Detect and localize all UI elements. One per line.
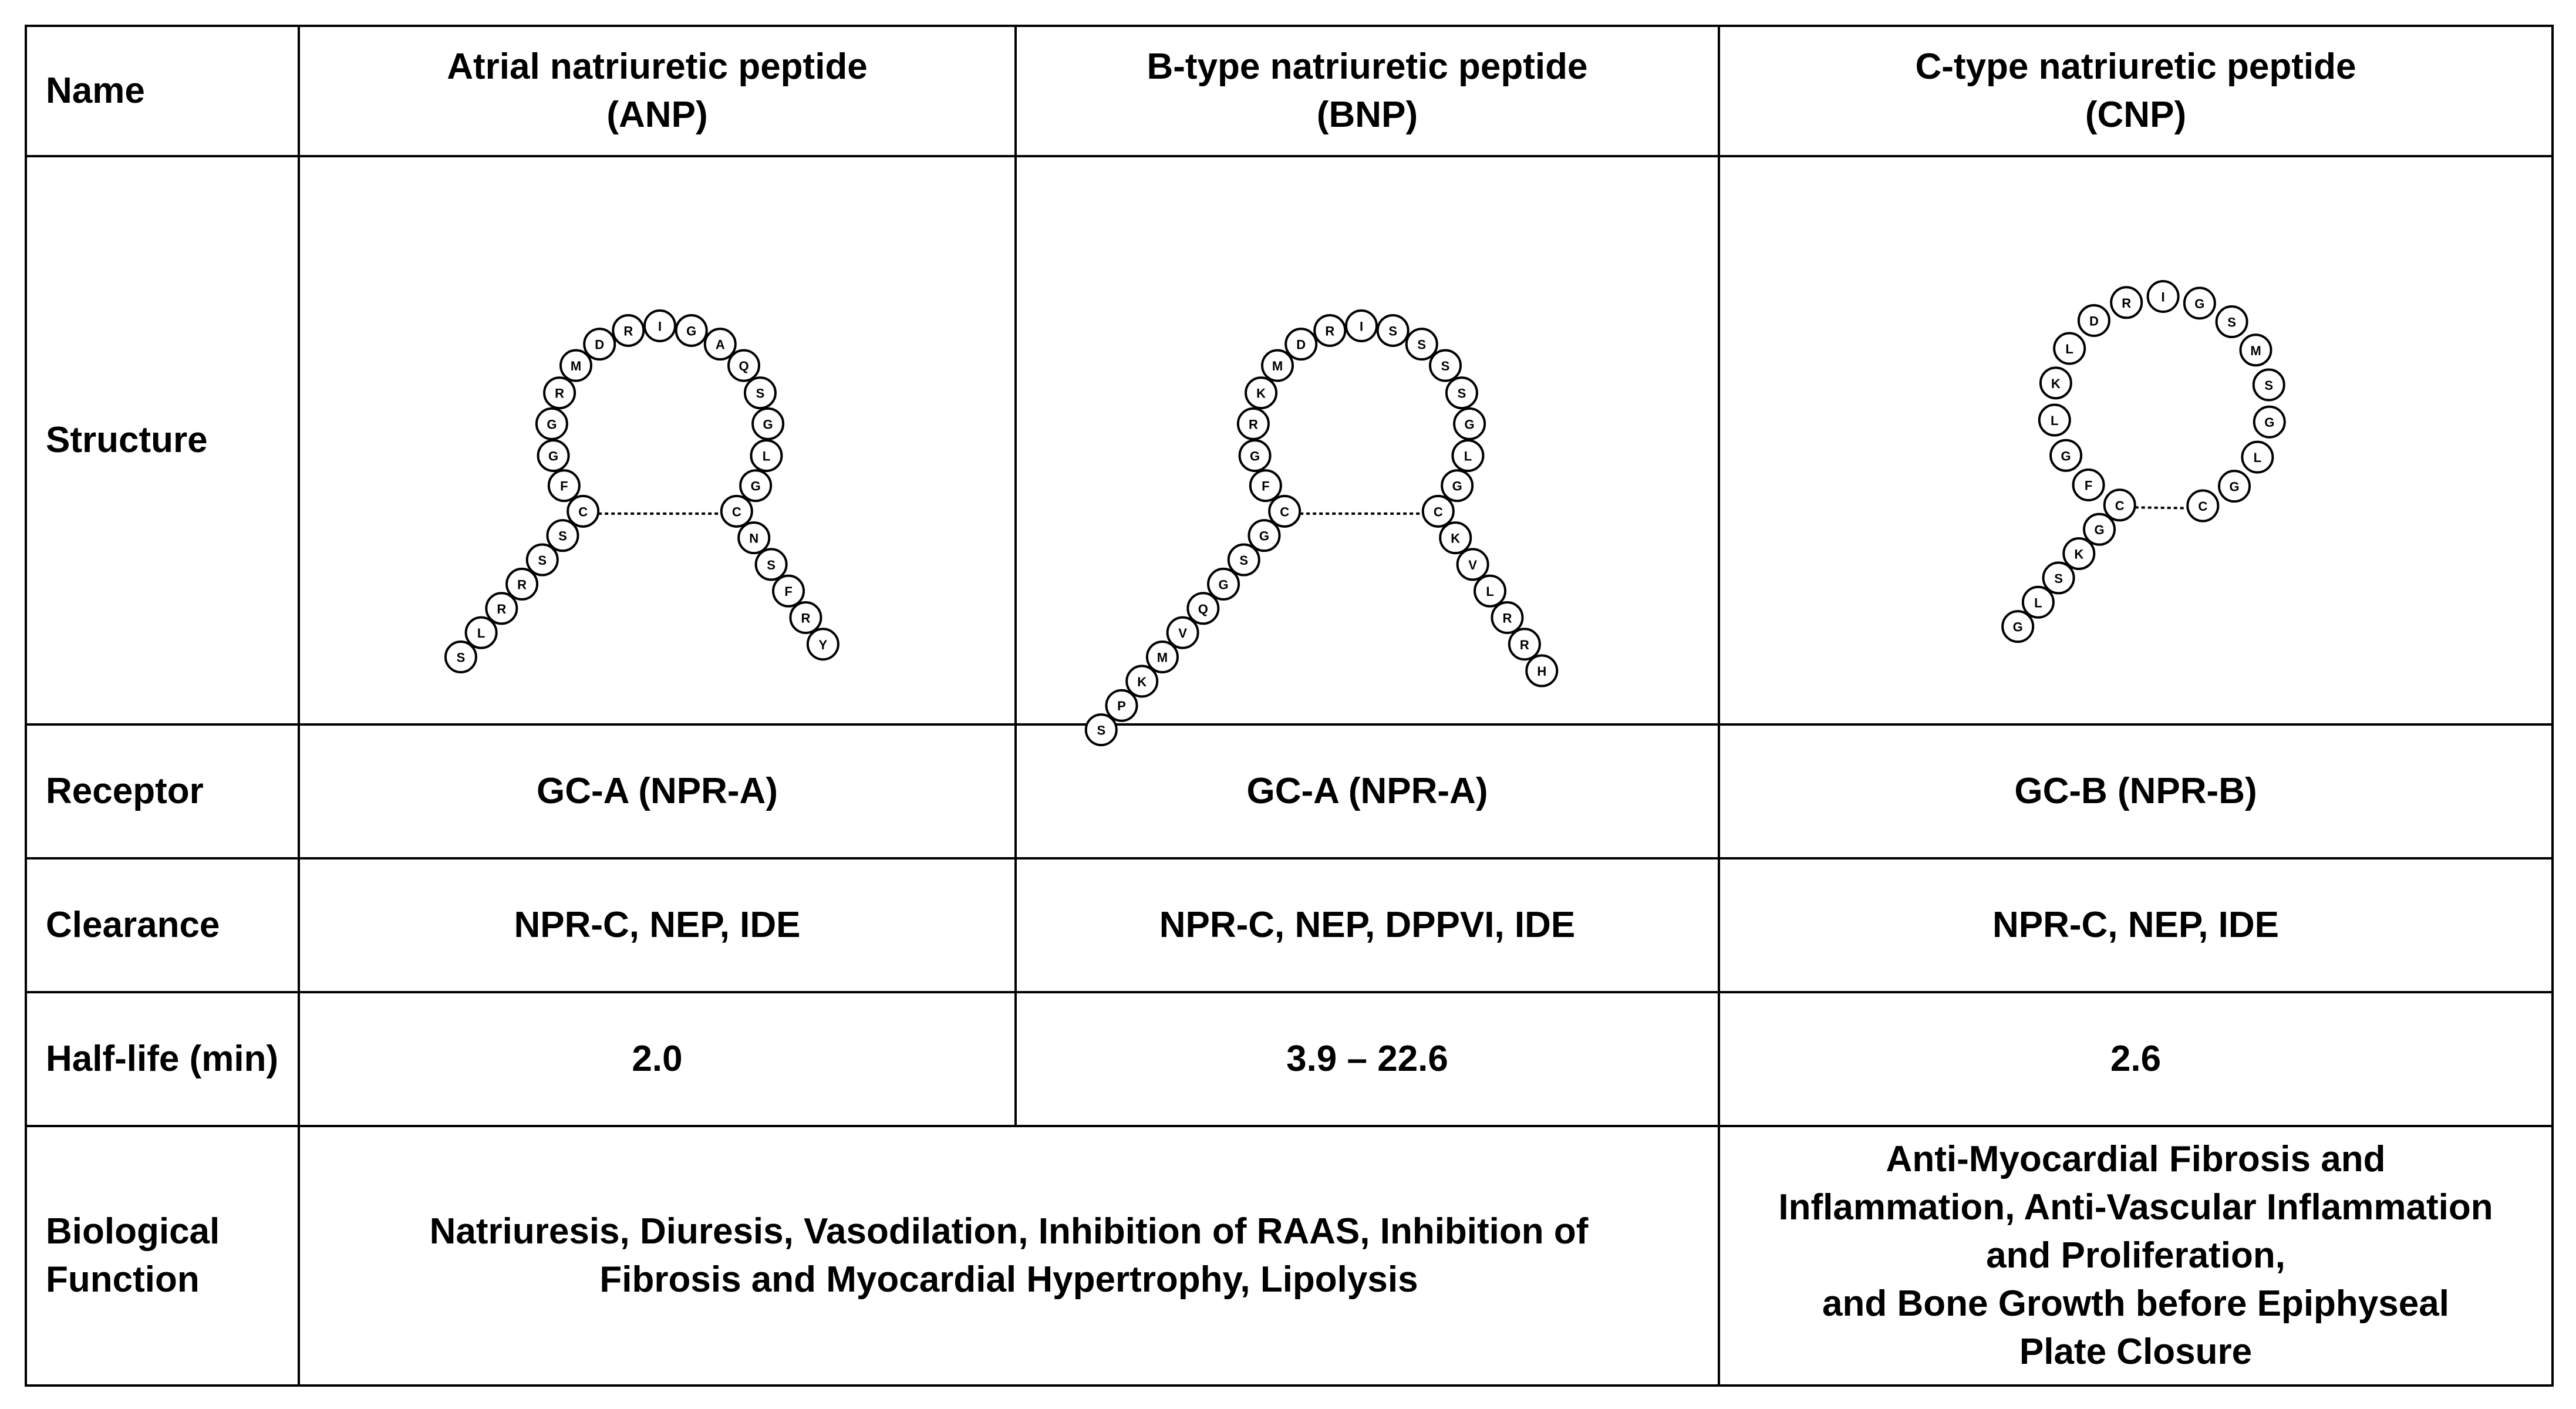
svg-text:R: R: [1248, 417, 1258, 432]
svg-text:G: G: [1259, 528, 1270, 544]
svg-text:D: D: [1296, 337, 1306, 352]
row-header-function-line-2: Function: [46, 1259, 200, 1300]
anp-loop-residue: [729, 350, 759, 381]
half-life-row: [26, 992, 2553, 1126]
svg-text:D: D: [594, 337, 604, 352]
anp-loop-residue: [676, 315, 706, 346]
svg-text:K: K: [1137, 674, 1147, 689]
bnp-loop-residue: [1452, 440, 1483, 471]
bnp-tail-residue: [1107, 690, 1137, 721]
cnp-tail-residue: [2023, 587, 2054, 618]
bnp-tail-residue: [1127, 666, 1157, 696]
anp-loop-residue: [751, 440, 781, 471]
svg-text:G: G: [2264, 415, 2275, 430]
cnp-clearance: NPR-C, NEP, IDE: [1719, 858, 2553, 992]
anp-loop-residue: [544, 377, 575, 408]
svg-text:R: R: [801, 611, 810, 626]
cnp-loop-residue: [2254, 407, 2285, 437]
svg-text:G: G: [1452, 478, 1462, 494]
row-header-half-life: Half-life (min): [26, 992, 299, 1126]
svg-text:V: V: [1178, 626, 1187, 641]
svg-text:D: D: [2089, 314, 2099, 329]
svg-text:G: G: [763, 417, 773, 432]
svg-text:M: M: [2250, 343, 2261, 358]
svg-text:R: R: [1325, 323, 1335, 339]
anp-bnp-function-line-1: Natriuresis, Diuresis, Vasodilation, Inhibition of RAAS, Inhibition of: [429, 1211, 1589, 1252]
svg-text:S: S: [1441, 359, 1450, 374]
anp-tail-residue: [547, 520, 578, 551]
anp-exit-residue: [790, 602, 821, 633]
cnp-loop-residue: [2184, 288, 2215, 318]
anp-loop-residue: [645, 311, 675, 341]
svg-text:C: C: [1280, 504, 1290, 520]
svg-text:S: S: [766, 557, 776, 572]
svg-text:G: G: [548, 449, 558, 464]
name-row: [26, 26, 2553, 156]
bnp-name-line-2: (BNP): [1316, 95, 1418, 135]
bnp-loop-residue: [1269, 496, 1300, 527]
cnp-name-line-2: (CNP): [2085, 95, 2187, 135]
bnp-loop-residue: [1240, 440, 1270, 471]
cnp-tail-residue: [2084, 514, 2115, 545]
svg-text:G: G: [1464, 417, 1475, 432]
cnp-loop-residue: [2219, 471, 2250, 501]
svg-text:S: S: [456, 650, 465, 665]
anp-exit-residue: [739, 523, 769, 553]
row-header-name: Name: [26, 26, 299, 156]
bnp-loop-residue: [1250, 470, 1281, 501]
svg-text:L: L: [762, 449, 770, 464]
cnp-loop-residue: [2039, 405, 2070, 436]
cnp-loop-residue: [2073, 470, 2104, 500]
cnp-name-line-1: C-type natriuretic peptide: [1915, 46, 2356, 87]
anp-tail-residue: [507, 569, 537, 599]
cnp-tail-residue: [2064, 538, 2094, 569]
row-header-clearance: Clearance: [26, 858, 299, 992]
svg-text:M: M: [1272, 359, 1283, 374]
svg-text:L: L: [1464, 449, 1472, 464]
svg-text:G: G: [546, 417, 557, 432]
svg-text:L: L: [477, 626, 485, 641]
natriuretic-peptide-table: [25, 25, 2554, 1387]
svg-text:M: M: [570, 359, 581, 374]
anp-structure-cell: [299, 156, 1016, 724]
bnp-exit-residue: [1509, 629, 1540, 659]
svg-text:R: R: [517, 577, 527, 592]
bnp-tail-residue: [1147, 642, 1178, 672]
bnp-exit-residue: [1440, 523, 1471, 553]
svg-text:C: C: [1433, 504, 1443, 520]
svg-text:G: G: [1249, 449, 1260, 464]
bnp-loop-residue: [1407, 329, 1437, 359]
anp-loop-residue: [613, 315, 643, 346]
svg-text:K: K: [1256, 386, 1266, 401]
anp-half-life: 2.0: [299, 992, 1016, 1126]
cnp-function-line-1: Anti-Myocardial Fibrosis and: [1886, 1139, 2386, 1180]
cnp-loop-residue: [2051, 440, 2081, 471]
svg-text:R: R: [554, 386, 564, 401]
bnp-structure-diagram: [1021, 159, 1714, 738]
anp-clearance: NPR-C, NEP, IDE: [299, 858, 1016, 992]
svg-text:V: V: [1468, 557, 1477, 572]
anp-exit-residue: [807, 629, 838, 659]
bnp-loop-residue: [1454, 409, 1485, 439]
svg-text:Q: Q: [738, 359, 749, 374]
bnp-name-line-1: B-type natriuretic peptide: [1147, 46, 1588, 87]
cnp-tail-residue: [2044, 562, 2074, 593]
svg-text:Y: Y: [818, 637, 827, 652]
svg-text:K: K: [2051, 376, 2061, 391]
svg-text:S: S: [537, 553, 547, 568]
anp-exit-residue: [756, 549, 786, 579]
anp-tail-residue: [486, 593, 517, 623]
anp-loop-residue: [704, 329, 735, 359]
svg-text:K: K: [2074, 547, 2084, 562]
disulfide-bond: [2135, 507, 2188, 508]
bnp-loop-residue: [1346, 311, 1377, 341]
svg-text:C: C: [578, 504, 588, 520]
bnp-structure-cell: [1016, 156, 1719, 738]
row-header-function-line-1: Biological: [46, 1211, 220, 1252]
anp-loop-residue: [721, 496, 751, 527]
svg-text:I: I: [658, 319, 662, 334]
bnp-tail-residue: [1168, 618, 1198, 648]
anp-tail-residue: [445, 642, 476, 672]
svg-text:Q: Q: [1198, 601, 1208, 616]
cnp-loop-residue: [2217, 306, 2247, 337]
svg-text:C: C: [2115, 498, 2125, 513]
anp-loop-residue: [753, 409, 783, 439]
anp-loop-residue: [740, 470, 771, 501]
svg-text:F: F: [784, 584, 793, 599]
bnp-loop-residue: [1423, 496, 1454, 527]
anp-loop-residue: [560, 350, 591, 381]
anp-bnp-function: [299, 1126, 1719, 1386]
svg-text:S: S: [756, 386, 764, 401]
svg-text:A: A: [715, 337, 725, 352]
anp-structure-diagram: [305, 159, 1010, 722]
cnp-receptor: GC-B (NPR-B): [1719, 724, 2553, 858]
bnp-name: [1016, 26, 1719, 156]
anp-loop-residue: [548, 470, 579, 501]
bnp-tail-residue: [1086, 714, 1117, 745]
cnp-loop-residue: [2148, 281, 2179, 312]
anp-loop-residue: [538, 440, 568, 471]
svg-text:L: L: [2051, 413, 2059, 429]
svg-text:I: I: [2161, 289, 2165, 305]
cnp-function-line-2: Inflammation, Anti-Vascular Inflammation: [1778, 1187, 2493, 1228]
structure-row: [26, 156, 2553, 724]
bnp-loop-residue: [1378, 315, 1408, 346]
cnp-loop-residue: [2241, 335, 2271, 365]
row-header-function: [26, 1126, 299, 1386]
bnp-exit-residue: [1475, 576, 1505, 606]
svg-text:R: R: [1519, 637, 1529, 652]
anp-name: [299, 26, 1016, 156]
cnp-structure-diagram: [1725, 159, 2547, 722]
row-header-structure: Structure: [26, 156, 299, 724]
cnp-function-line-4: and Bone Growth before Epiphyseal: [1822, 1283, 2449, 1324]
cnp-structure-cell: [1719, 156, 2553, 724]
bnp-loop-residue: [1286, 329, 1316, 359]
svg-text:K: K: [1451, 531, 1461, 546]
svg-text:L: L: [2065, 342, 2073, 357]
bnp-receptor: GC-A (NPR-A): [1016, 724, 1719, 858]
bnp-exit-residue: [1492, 602, 1522, 633]
bnp-loop-residue: [1238, 409, 1269, 439]
svg-text:N: N: [748, 531, 758, 546]
bnp-tail-residue: [1188, 593, 1218, 623]
cnp-loop-residue: [2187, 491, 2218, 521]
svg-text:P: P: [1117, 699, 1126, 714]
svg-text:C: C: [2198, 499, 2208, 514]
svg-text:F: F: [1262, 478, 1270, 494]
anp-loop-residue: [744, 377, 775, 408]
cnp-loop-residue: [2054, 333, 2085, 364]
svg-text:R: R: [1502, 611, 1512, 626]
svg-text:L: L: [1486, 584, 1494, 599]
anp-exit-residue: [773, 576, 804, 606]
svg-text:H: H: [1537, 664, 1547, 679]
svg-text:S: S: [2227, 315, 2236, 330]
cnp-loop-residue: [2041, 368, 2071, 398]
svg-text:G: G: [2094, 523, 2105, 538]
cnp-function: [1719, 1126, 2553, 1386]
bnp-exit-residue: [1526, 656, 1557, 686]
cnp-loop-residue: [2105, 490, 2135, 520]
svg-text:S: S: [2054, 571, 2063, 586]
svg-text:F: F: [2084, 478, 2093, 493]
svg-text:S: S: [1388, 323, 1398, 339]
svg-text:S: S: [1417, 337, 1427, 352]
cnp-loop-residue: [2111, 287, 2142, 318]
svg-text:G: G: [2061, 449, 2071, 464]
svg-text:F: F: [559, 478, 568, 494]
svg-text:C: C: [731, 504, 741, 520]
anp-loop-residue: [536, 409, 567, 439]
row-header-receptor: Receptor: [26, 724, 299, 858]
anp-bnp-function-line-2: Fibrosis and Myocardial Hypertrophy, Lipolysis: [599, 1259, 1418, 1300]
bnp-loop-residue: [1442, 470, 1472, 501]
svg-text:R: R: [2122, 295, 2132, 311]
anp-loop-residue: [584, 329, 615, 359]
bnp-tail-residue: [1249, 520, 1279, 551]
cnp-loop-residue: [2079, 305, 2109, 336]
svg-text:L: L: [2253, 450, 2262, 466]
receptor-row: [26, 724, 2553, 858]
svg-text:G: G: [1218, 577, 1229, 592]
bnp-loop-residue: [1447, 377, 1477, 408]
cnp-function-line-5: Plate Closure: [2019, 1331, 2253, 1372]
bnp-exit-residue: [1458, 549, 1488, 579]
anp-loop-residue: [568, 496, 598, 527]
svg-text:M: M: [1156, 650, 1168, 665]
anp-name-line-1: Atrial natriuretic peptide: [447, 46, 868, 87]
anp-tail-residue: [527, 545, 557, 575]
bnp-loop-residue: [1262, 350, 1293, 381]
bnp-clearance: NPR-C, NEP, DPPVI, IDE: [1016, 858, 1719, 992]
cnp-tail-residue: [2002, 611, 2033, 642]
bnp-loop-residue: [1430, 350, 1461, 381]
bnp-half-life: 3.9 – 22.6: [1016, 992, 1719, 1126]
function-row: [26, 1126, 2553, 1386]
bnp-loop-residue: [1246, 377, 1276, 408]
cnp-name: [1719, 26, 2553, 156]
anp-receptor: GC-A (NPR-A): [299, 724, 1016, 858]
svg-text:S: S: [2264, 377, 2274, 393]
clearance-row: [26, 858, 2553, 992]
svg-text:G: G: [686, 323, 696, 339]
svg-text:S: S: [558, 528, 567, 544]
svg-text:S: S: [1239, 553, 1249, 568]
svg-text:L: L: [2034, 595, 2042, 611]
svg-text:R: R: [496, 601, 506, 616]
svg-text:R: R: [623, 323, 633, 339]
cnp-half-life: 2.6: [1719, 992, 2553, 1126]
svg-text:S: S: [1097, 723, 1106, 738]
svg-text:G: G: [750, 478, 761, 494]
svg-text:G: G: [2012, 619, 2023, 635]
anp-name-line-2: (ANP): [606, 95, 708, 135]
bnp-tail-residue: [1208, 569, 1239, 599]
svg-text:I: I: [1359, 319, 1364, 334]
svg-text:G: G: [2229, 479, 2240, 494]
svg-text:G: G: [2194, 296, 2205, 311]
cnp-loop-residue: [2242, 442, 2272, 473]
bnp-loop-residue: [1314, 315, 1345, 346]
cnp-function-line-3: and Proliferation,: [1986, 1235, 2285, 1276]
bnp-tail-residue: [1229, 545, 1259, 575]
anp-tail-residue: [466, 618, 496, 648]
svg-text:S: S: [1457, 386, 1466, 401]
cnp-loop-residue: [2254, 369, 2284, 400]
